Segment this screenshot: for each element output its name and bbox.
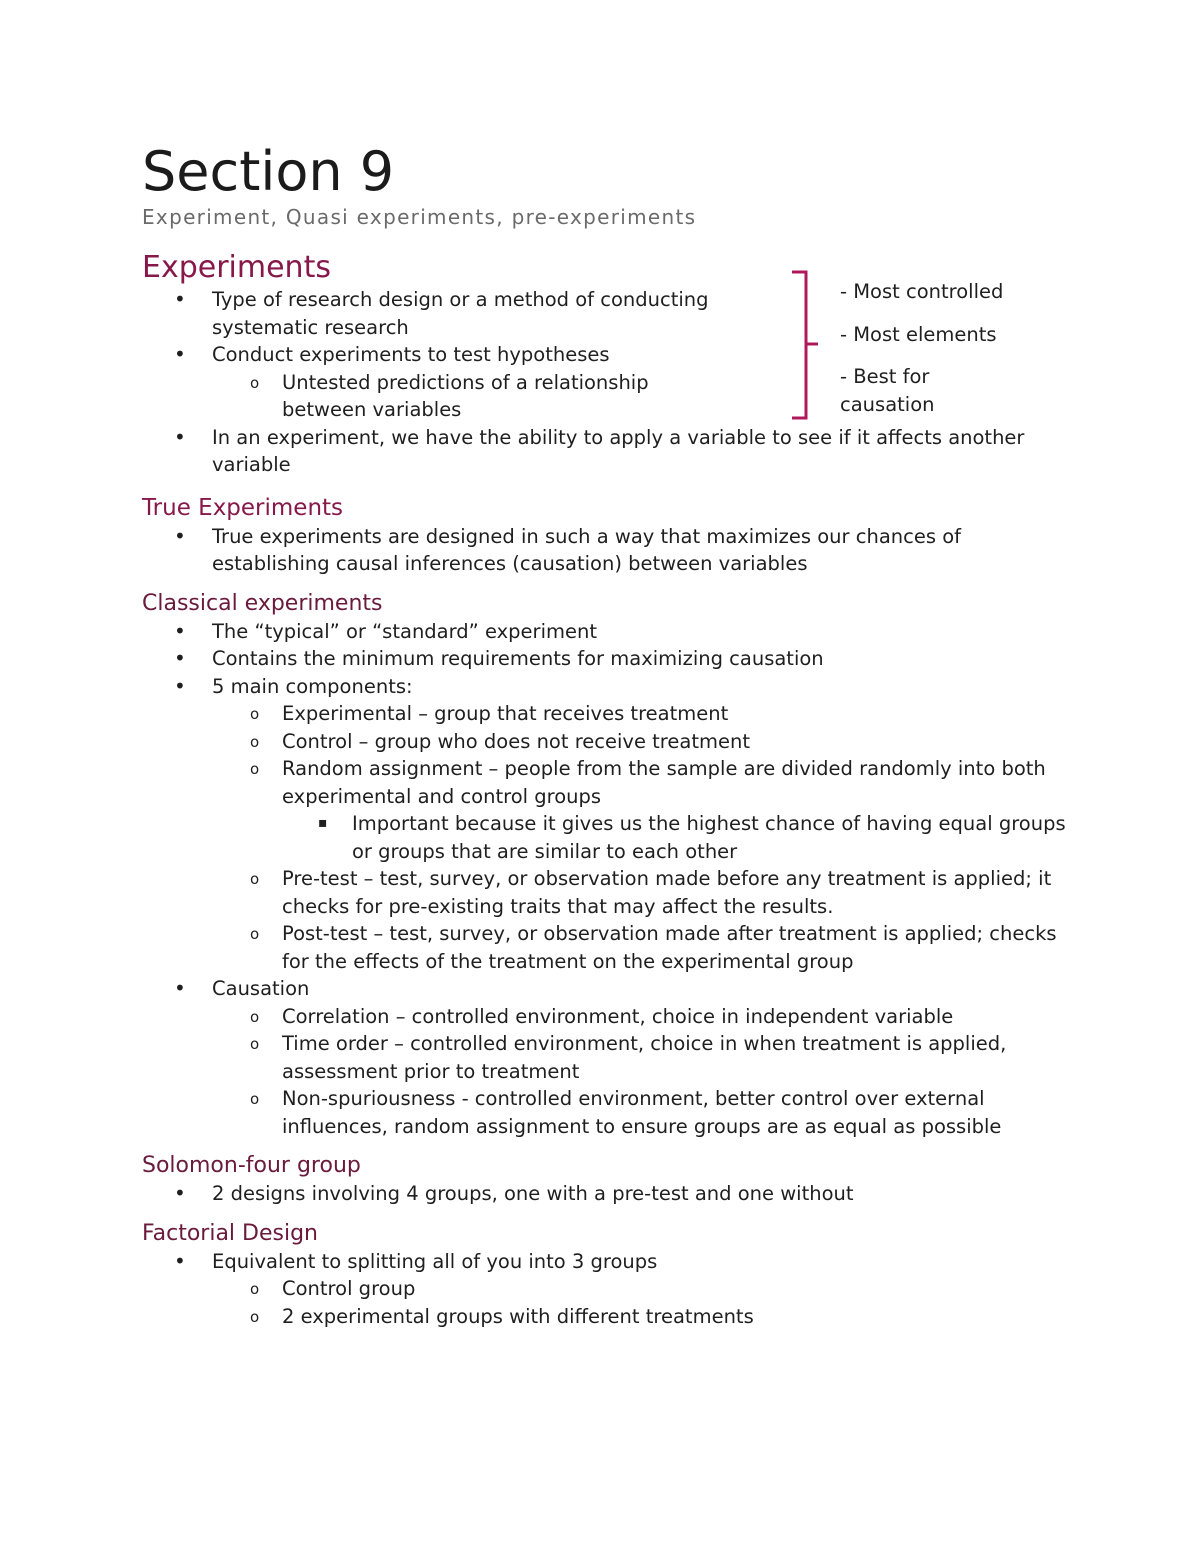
page-title: Section 9 — [142, 140, 395, 203]
list-item-text: Causation — [212, 977, 310, 1000]
list-item: • True experiments are designed in such a way that maximizes our chances of establishing causal inferences (causation) between variables — [142, 523, 1082, 578]
page-subtitle: Experiment, Quasi experiments, pre-experiments — [142, 205, 697, 229]
list-item: o Pre-test – test, survey, or observation made before any treatment is applied; it checks for pre-existing traits that may affect the results. — [212, 865, 1082, 920]
heading-classical-experiments: Classical experiments — [142, 590, 383, 616]
list-item — [212, 755, 1082, 865]
heading-solomon-four-group: Solomon-four group — [142, 1153, 361, 1178]
side-note: - Most controlled — [840, 280, 1004, 303]
list-item — [142, 975, 1082, 1140]
list-item: • The “typical” or “standard” experiment — [142, 618, 1082, 646]
side-notes — [840, 278, 1060, 433]
list-item: o Non-spuriousness - controlled environment, better control over external influences, random assignment to ensure groups are as equal as possible — [212, 1085, 1082, 1140]
random-assignment-sublist — [282, 810, 1082, 865]
list-item: o Control group — [212, 1275, 1082, 1303]
list-item: • In an experiment, we have the ability to apply a variable to see if it affects another variable — [142, 424, 1082, 479]
components-sublist — [212, 700, 1082, 975]
list-item: • Type of research design or a method of conducting systematic research — [142, 286, 772, 341]
list-item: o Untested predictions of a relationship between variables — [212, 369, 722, 424]
list-item-text: 5 main components: — [212, 674, 413, 698]
heading-true-experiments: True Experiments — [142, 494, 344, 521]
list-item: o Post-test – test, survey, or observation made after treatment is applied; checks for the effects of the treatment on the experimental group — [212, 920, 1082, 975]
factorial-sublist — [212, 1275, 1082, 1330]
list-item — [142, 1248, 1082, 1331]
true-experiments-list — [142, 523, 1082, 578]
solomon-list — [142, 1180, 1082, 1208]
heading-factorial-design: Factorial Design — [142, 1220, 318, 1246]
factorial-list — [142, 1248, 1082, 1331]
side-note: - Most elements — [840, 322, 997, 346]
bracket-annotation — [786, 268, 826, 424]
list-item: o Time order – controlled environment, choice in when treatment is applied, assessment prior to treatment — [212, 1030, 1082, 1085]
list-item-text: Equivalent to splitting all of you into 3 groups — [212, 1249, 658, 1273]
list-item: • Contains the minimum requirements for maximizing causation — [142, 645, 1082, 673]
list-item: o Control – group who does not receive treatment — [212, 728, 1082, 756]
list-item: • 2 designs involving 4 groups, one with a pre-test and one without — [142, 1180, 1082, 1208]
list-item: o Correlation – controlled environment, choice in independent variable — [212, 1003, 1082, 1031]
heading-experiments: Experiments — [142, 250, 331, 285]
list-item — [142, 673, 1082, 976]
list-item: o 2 experimental groups with different treatments — [212, 1303, 1082, 1331]
list-item-text: Random assignment – people from the sample are divided randomly into both experimental and control groups — [282, 757, 1046, 808]
list-item-text: Conduct experiments to test hypotheses — [212, 343, 610, 366]
list-item: ▪ Important because it gives us the highest chance of having equal groups or groups that are similar to each other — [282, 810, 1082, 865]
classical-list — [142, 618, 1082, 1141]
causation-sublist — [212, 1003, 1082, 1141]
list-item: o Experimental – group that receives treatment — [212, 700, 1082, 728]
side-note: - Best for causation — [840, 365, 935, 416]
